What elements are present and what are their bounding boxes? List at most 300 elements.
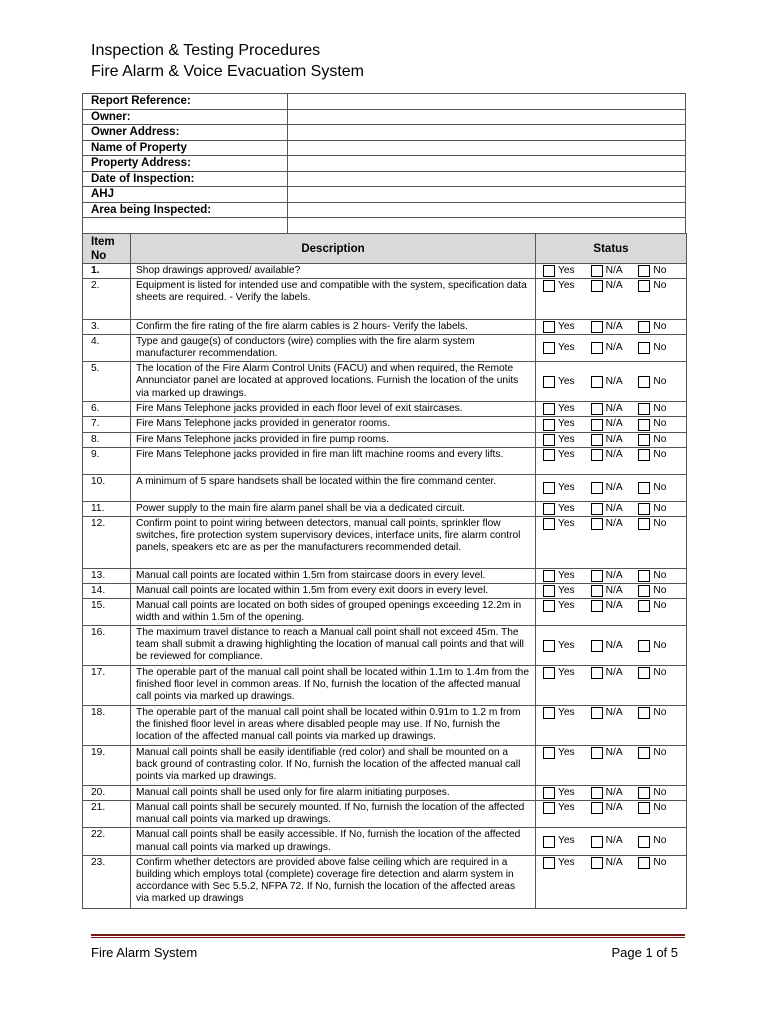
- checkbox[interactable]: [591, 342, 603, 354]
- info-value-field[interactable]: [288, 156, 686, 172]
- status-option-yes[interactable]: [543, 482, 591, 494]
- item-status: [536, 626, 687, 666]
- table-row: [83, 501, 687, 516]
- checkbox-label: N/A: [605, 569, 623, 581]
- checkbox-label: N/A: [605, 639, 623, 651]
- table-row: [83, 583, 687, 598]
- status-option-yes[interactable]: [543, 802, 591, 814]
- checkbox[interactable]: [638, 570, 650, 582]
- table-row: [83, 362, 687, 402]
- status-option-yes[interactable]: [543, 600, 591, 612]
- status-option-no[interactable]: [638, 342, 686, 354]
- info-value-field[interactable]: [288, 125, 686, 141]
- info-label: Area being Inspected:: [83, 202, 288, 218]
- info-row: [83, 125, 686, 141]
- checkbox[interactable]: [591, 403, 603, 415]
- document-subtitle: Fire Alarm & Voice Evacuation System: [91, 63, 364, 80]
- status-option-na[interactable]: [591, 600, 639, 612]
- checkbox[interactable]: [543, 403, 555, 415]
- info-label: Date of Inspection:: [83, 171, 288, 187]
- item-description: Manual call points are located within 1.5m from every exit doors in every level.: [131, 583, 536, 598]
- checkbox[interactable]: [543, 857, 555, 869]
- item-number: 15.: [83, 598, 131, 625]
- status-option-na[interactable]: [591, 747, 639, 759]
- checkbox[interactable]: [591, 482, 603, 494]
- status-option-na[interactable]: [591, 585, 639, 597]
- checkbox[interactable]: [591, 321, 603, 333]
- table-row: [83, 335, 687, 362]
- checkbox[interactable]: [591, 265, 603, 277]
- status-option-na[interactable]: [591, 787, 639, 799]
- status-option-no[interactable]: [638, 585, 686, 597]
- table-row: [83, 516, 687, 568]
- item-number: 6.: [83, 402, 131, 417]
- item-number: 21.: [83, 801, 131, 828]
- checkbox-label: No: [653, 433, 667, 445]
- status-option-no[interactable]: [638, 376, 686, 388]
- status-option-na[interactable]: [591, 265, 639, 277]
- checkbox-label: Yes: [558, 835, 575, 847]
- checkbox-label: N/A: [605, 265, 623, 276]
- checkbox-label: Yes: [558, 403, 575, 415]
- info-label: Property Address:: [83, 156, 288, 172]
- item-status: [536, 417, 687, 432]
- checkbox-label: No: [653, 265, 667, 276]
- item-number: 9.: [83, 447, 131, 474]
- checkbox[interactable]: [543, 585, 555, 597]
- status-option-na[interactable]: [591, 449, 639, 461]
- item-description: Fire Mans Telephone jacks provided in fire pump rooms.: [131, 432, 536, 447]
- item-number: 20.: [83, 786, 131, 801]
- info-row: [83, 109, 686, 125]
- checkbox[interactable]: [638, 321, 650, 333]
- item-status: [536, 855, 687, 908]
- status-option-yes[interactable]: [543, 787, 591, 799]
- item-description: Type and gauge(s) of conductors (wire) complies with the fire alarm system manufacturer recommendation.: [131, 335, 536, 362]
- checkbox-label: N/A: [605, 517, 623, 529]
- checkbox-label: No: [653, 584, 667, 596]
- info-value-field[interactable]: [288, 187, 686, 203]
- status-option-no[interactable]: [638, 482, 686, 494]
- checkbox-label: Yes: [558, 747, 575, 759]
- checkbox-label: No: [653, 569, 667, 581]
- info-value-field[interactable]: [288, 171, 686, 187]
- table-row: [83, 828, 687, 855]
- checkbox[interactable]: [591, 857, 603, 869]
- item-status: [536, 828, 687, 855]
- item-number: 2.: [83, 279, 131, 320]
- item-number: 7.: [83, 417, 131, 432]
- status-option-yes[interactable]: [543, 503, 591, 515]
- status-option-no[interactable]: [638, 570, 686, 582]
- table-row: [83, 447, 687, 474]
- item-status: [536, 279, 687, 320]
- checkbox[interactable]: [543, 518, 555, 530]
- checkbox[interactable]: [591, 376, 603, 388]
- report-info-table: [82, 93, 686, 234]
- info-row: [83, 94, 686, 110]
- status-option-na[interactable]: [591, 640, 639, 652]
- checkbox[interactable]: [638, 640, 650, 652]
- checkbox[interactable]: [638, 518, 650, 530]
- status-option-yes[interactable]: [543, 280, 591, 292]
- checkbox-label: N/A: [605, 321, 623, 333]
- item-status: [536, 320, 687, 335]
- checkbox[interactable]: [543, 836, 555, 848]
- item-status: [536, 362, 687, 402]
- table-row: [83, 786, 687, 801]
- info-label: Owner:: [83, 109, 288, 125]
- checkbox-label: N/A: [605, 856, 623, 868]
- status-option-yes[interactable]: [543, 342, 591, 354]
- checkbox-label: Yes: [558, 321, 575, 333]
- checkbox[interactable]: [543, 747, 555, 759]
- checkbox-label: No: [653, 403, 667, 415]
- status-option-no[interactable]: [638, 835, 686, 847]
- checkbox[interactable]: [591, 640, 603, 652]
- checkbox-label: N/A: [605, 599, 623, 611]
- table-row: [83, 706, 687, 746]
- checkbox-label: No: [653, 707, 667, 719]
- item-description: The location of the Fire Alarm Control Units (FACU) and when required, the Remote Annunciator panel are located at approved locations. Furnish the location of the units via marked up drawings.: [131, 362, 536, 402]
- status-option-no[interactable]: [638, 600, 686, 612]
- status-option-no[interactable]: [638, 667, 686, 679]
- status-option-yes[interactable]: [543, 434, 591, 446]
- document-title: Inspection & Testing Procedures: [91, 42, 321, 59]
- checkbox-label: No: [653, 375, 667, 387]
- info-label: AHJ: [83, 187, 288, 203]
- info-value-field[interactable]: [288, 140, 686, 156]
- checkbox[interactable]: [591, 419, 603, 431]
- item-status: [536, 447, 687, 474]
- item-status: [536, 786, 687, 801]
- column-header-description: Description: [131, 234, 536, 264]
- checkbox-label: No: [653, 747, 667, 759]
- checkbox[interactable]: [638, 802, 650, 814]
- checkbox-label: Yes: [558, 342, 575, 354]
- status-option-no[interactable]: [638, 449, 686, 461]
- status-option-no[interactable]: [638, 321, 686, 333]
- checkbox-label: Yes: [558, 569, 575, 581]
- checkbox[interactable]: [543, 570, 555, 582]
- table-row: [83, 666, 687, 706]
- checkbox-label: N/A: [605, 481, 623, 493]
- item-description: A minimum of 5 spare handsets shall be located within the fire command center.: [131, 474, 536, 501]
- checkbox-label: No: [653, 639, 667, 651]
- checkbox[interactable]: [638, 787, 650, 799]
- checkbox[interactable]: [543, 503, 555, 515]
- checkbox-label: No: [653, 342, 667, 354]
- status-option-no[interactable]: [638, 707, 686, 719]
- checkbox[interactable]: [543, 376, 555, 388]
- status-option-no[interactable]: [638, 787, 686, 799]
- checkbox[interactable]: [638, 449, 650, 461]
- checkbox[interactable]: [543, 600, 555, 612]
- status-option-no[interactable]: [638, 503, 686, 515]
- item-description: Fire Mans Telephone jacks provided in generator rooms.: [131, 417, 536, 432]
- checkbox-label: Yes: [558, 418, 575, 430]
- table-row: [83, 626, 687, 666]
- checkbox-label: No: [653, 517, 667, 529]
- item-status: [536, 583, 687, 598]
- checkbox[interactable]: [543, 802, 555, 814]
- status-option-yes[interactable]: [543, 707, 591, 719]
- checkbox-label: N/A: [605, 667, 623, 679]
- inspection-items-table: [82, 233, 687, 909]
- item-status: [536, 666, 687, 706]
- checkbox-label: No: [653, 835, 667, 847]
- checkbox[interactable]: [543, 342, 555, 354]
- checkbox[interactable]: [591, 600, 603, 612]
- status-option-na[interactable]: [591, 434, 639, 446]
- status-option-no[interactable]: [638, 280, 686, 292]
- checkbox-label: N/A: [605, 707, 623, 719]
- item-status: [536, 474, 687, 501]
- item-description: Manual call points shall be used only for fire alarm initiating purposes.: [131, 786, 536, 801]
- checkbox-label: N/A: [605, 584, 623, 596]
- status-option-na[interactable]: [591, 418, 639, 430]
- status-option-no[interactable]: [638, 434, 686, 446]
- info-row: [83, 140, 686, 156]
- checkbox-label: Yes: [558, 433, 575, 445]
- status-option-no[interactable]: [638, 265, 686, 277]
- status-option-na[interactable]: [591, 342, 639, 354]
- info-value-field[interactable]: [288, 218, 686, 234]
- item-description: Manual call points shall be securely mounted. If No, furnish the location of the affected manual call points via marked up drawings.: [131, 801, 536, 828]
- checkbox[interactable]: [591, 280, 603, 292]
- checkbox-label: Yes: [558, 517, 575, 529]
- checkbox[interactable]: [543, 667, 555, 679]
- checkbox-label: No: [653, 321, 667, 333]
- item-description: Confirm the fire rating of the fire alarm cables is 2 hours- Verify the labels.: [131, 320, 536, 335]
- info-label: Name of Property: [83, 140, 288, 156]
- status-option-na[interactable]: [591, 403, 639, 415]
- status-option-no[interactable]: [638, 640, 686, 652]
- status-option-yes[interactable]: [543, 585, 591, 597]
- item-number: 16.: [83, 626, 131, 666]
- status-option-yes[interactable]: [543, 265, 591, 277]
- status-option-na[interactable]: [591, 376, 639, 388]
- info-row: [83, 202, 686, 218]
- status-option-yes[interactable]: [543, 518, 591, 530]
- checkbox[interactable]: [638, 482, 650, 494]
- checkbox-label: N/A: [605, 502, 623, 514]
- item-description: Fire Mans Telephone jacks provided in each floor level of exit staircases.: [131, 402, 536, 417]
- checkbox[interactable]: [543, 419, 555, 431]
- item-status: [536, 264, 687, 279]
- status-option-no[interactable]: [638, 403, 686, 415]
- info-row: [83, 187, 686, 203]
- checkbox[interactable]: [638, 265, 650, 277]
- checkbox-label: N/A: [605, 448, 623, 460]
- table-row: [83, 417, 687, 432]
- item-description: The operable part of the manual call point shall be located within 0.91m to 1.2 m from the finished floor level in areas where disabled people may use. If No, furnish the location of the affected manual call points via marked up drawings.: [131, 706, 536, 746]
- checkbox-label: Yes: [558, 707, 575, 719]
- checkbox-label: N/A: [605, 787, 623, 799]
- checkbox[interactable]: [543, 707, 555, 719]
- table-row: [83, 568, 687, 583]
- status-option-yes[interactable]: [543, 418, 591, 430]
- item-description: Manual call points are located within 1.5m from staircase doors in every level.: [131, 568, 536, 583]
- column-header-status: Status: [536, 234, 687, 264]
- status-option-yes[interactable]: [543, 857, 591, 869]
- checkbox[interactable]: [591, 667, 603, 679]
- status-option-na[interactable]: [591, 707, 639, 719]
- item-number: 14.: [83, 583, 131, 598]
- item-description: Manual call points are located on both sides of grouped openings exceeding 12.2m in width and within 1.5m of the opening.: [131, 598, 536, 625]
- checkbox[interactable]: [591, 585, 603, 597]
- checkbox[interactable]: [638, 857, 650, 869]
- item-number: 22.: [83, 828, 131, 855]
- table-row: [83, 855, 687, 908]
- status-option-na[interactable]: [591, 667, 639, 679]
- checkbox[interactable]: [591, 503, 603, 515]
- checkbox[interactable]: [543, 280, 555, 292]
- status-option-yes[interactable]: [543, 835, 591, 847]
- checkbox[interactable]: [591, 707, 603, 719]
- item-status: [536, 402, 687, 417]
- item-number: 1.: [83, 264, 131, 279]
- checkbox[interactable]: [638, 419, 650, 431]
- info-value-field[interactable]: [288, 202, 686, 218]
- info-row: [83, 156, 686, 172]
- status-option-no[interactable]: [638, 747, 686, 759]
- status-option-na[interactable]: [591, 482, 639, 494]
- checkbox[interactable]: [591, 434, 603, 446]
- status-option-yes[interactable]: [543, 570, 591, 582]
- table-row: [83, 746, 687, 786]
- checkbox[interactable]: [543, 434, 555, 446]
- checkbox-label: Yes: [558, 502, 575, 514]
- checkbox[interactable]: [638, 503, 650, 515]
- status-option-no[interactable]: [638, 518, 686, 530]
- checkbox-label: Yes: [558, 639, 575, 651]
- info-value-field[interactable]: [288, 94, 686, 110]
- item-number: 19.: [83, 746, 131, 786]
- status-option-no[interactable]: [638, 857, 686, 869]
- checkbox-label: No: [653, 787, 667, 799]
- item-status: [536, 335, 687, 362]
- footer-rule-thin: [91, 937, 685, 938]
- checkbox-label: Yes: [558, 667, 575, 679]
- checkbox-label: N/A: [605, 433, 623, 445]
- table-row: [83, 432, 687, 447]
- item-number: 17.: [83, 666, 131, 706]
- status-option-na[interactable]: [591, 518, 639, 530]
- status-option-na[interactable]: [591, 280, 639, 292]
- item-description: Manual call points shall be easily identifiable (red color) and shall be mounted on a back ground of contrasting color. If No, furnish the location of the affected manual call points via marked up drawings.: [131, 746, 536, 786]
- checkbox[interactable]: [638, 403, 650, 415]
- status-option-yes[interactable]: [543, 376, 591, 388]
- info-row: [83, 218, 686, 234]
- info-label: Owner Address:: [83, 125, 288, 141]
- checkbox[interactable]: [638, 376, 650, 388]
- item-description: Equipment is listed for intended use and compatible with the system, specification data sheets are required. - Verify the labels.: [131, 279, 536, 320]
- status-option-na[interactable]: [591, 802, 639, 814]
- checkbox[interactable]: [638, 836, 650, 848]
- checkbox[interactable]: [591, 836, 603, 848]
- item-description: Fire Mans Telephone jacks provided in fire man lift machine rooms and every lifts.: [131, 447, 536, 474]
- checkbox[interactable]: [591, 518, 603, 530]
- checkbox[interactable]: [543, 321, 555, 333]
- checkbox-label: Yes: [558, 481, 575, 493]
- checkbox-label: No: [653, 667, 667, 679]
- item-status: [536, 501, 687, 516]
- status-option-no[interactable]: [638, 802, 686, 814]
- checkbox[interactable]: [543, 640, 555, 652]
- checkbox[interactable]: [591, 449, 603, 461]
- status-option-na[interactable]: [591, 321, 639, 333]
- footer-page-number: Page 1 of 5: [611, 945, 678, 960]
- checkbox[interactable]: [638, 600, 650, 612]
- checkbox-label: N/A: [605, 418, 623, 430]
- checkbox[interactable]: [638, 707, 650, 719]
- checkbox-label: N/A: [605, 835, 623, 847]
- checkbox-label: Yes: [558, 375, 575, 387]
- checkbox[interactable]: [638, 280, 650, 292]
- status-option-no[interactable]: [638, 418, 686, 430]
- status-option-yes[interactable]: [543, 747, 591, 759]
- status-option-yes[interactable]: [543, 640, 591, 652]
- status-option-yes[interactable]: [543, 667, 591, 679]
- status-option-yes[interactable]: [543, 449, 591, 461]
- checkbox-label: N/A: [605, 342, 623, 354]
- checkbox[interactable]: [543, 787, 555, 799]
- footer-rule: [91, 934, 685, 936]
- checkbox-label: No: [653, 502, 667, 514]
- status-option-na[interactable]: [591, 503, 639, 515]
- checkbox-label: N/A: [605, 747, 623, 759]
- checkbox[interactable]: [638, 342, 650, 354]
- checkbox[interactable]: [543, 265, 555, 277]
- info-label: [83, 218, 288, 234]
- checkbox[interactable]: [638, 434, 650, 446]
- checkbox[interactable]: [638, 667, 650, 679]
- status-option-na[interactable]: [591, 835, 639, 847]
- checkbox-label: No: [653, 481, 667, 493]
- checkbox[interactable]: [591, 787, 603, 799]
- checkbox-label: Yes: [558, 599, 575, 611]
- status-option-yes[interactable]: [543, 321, 591, 333]
- info-value-field[interactable]: [288, 109, 686, 125]
- checkbox-label: No: [653, 802, 667, 814]
- status-option-yes[interactable]: [543, 403, 591, 415]
- checkbox-label: Yes: [558, 787, 575, 799]
- checkbox[interactable]: [591, 570, 603, 582]
- checkbox-label: Yes: [558, 856, 575, 868]
- item-description: Confirm point to point wiring between detectors, manual call points, sprinkler flow switches, fire protection system supervisory devices, interface units, fire alarm control panels, speakers etc are as per the manufacturers recommended detail.: [131, 516, 536, 568]
- item-status: [536, 706, 687, 746]
- checkbox[interactable]: [591, 747, 603, 759]
- table-row: [83, 279, 687, 320]
- item-number: 3.: [83, 320, 131, 335]
- checkbox[interactable]: [543, 482, 555, 494]
- checkbox-label: Yes: [558, 584, 575, 596]
- checkbox-label: No: [653, 448, 667, 460]
- checkbox[interactable]: [591, 802, 603, 814]
- table-row: [83, 474, 687, 501]
- status-option-na[interactable]: [591, 570, 639, 582]
- checkbox[interactable]: [638, 747, 650, 759]
- checkbox[interactable]: [543, 449, 555, 461]
- checkbox[interactable]: [638, 585, 650, 597]
- item-number: 23.: [83, 855, 131, 908]
- item-description: Power supply to the main fire alarm panel shall be via a dedicated circuit.: [131, 501, 536, 516]
- status-option-na[interactable]: [591, 857, 639, 869]
- item-status: [536, 432, 687, 447]
- item-status: [536, 598, 687, 625]
- checkbox-label: Yes: [558, 802, 575, 814]
